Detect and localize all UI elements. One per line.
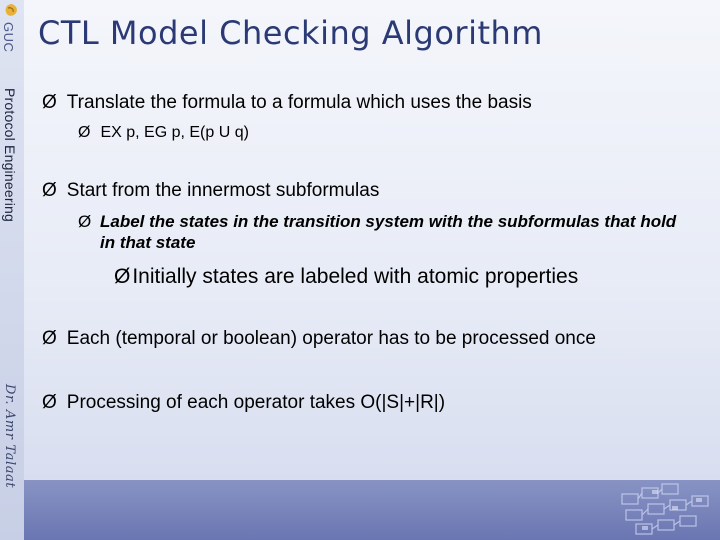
bullet-text: Label the states in the transition system with the subformulas that hold in that state: [100, 212, 677, 252]
bullet-arrow-icon: Ø: [42, 392, 57, 413]
bullet-arrow-icon: Ø: [114, 265, 131, 288]
logo-text: GUC: [1, 22, 16, 53]
bullet-arrow-icon: Ø: [78, 124, 91, 141]
course-title: Protocol Engineering: [2, 88, 18, 222]
bullet-text: Each (temporal or boolean) operator has to be processed once: [66, 328, 596, 349]
bullet-arrow-icon: Ø: [42, 328, 57, 349]
bullet-arrow-icon: Ø: [78, 212, 92, 231]
bullet-label-states: [78, 211, 678, 253]
bullet-innermost: [42, 180, 379, 202]
decorative-network-icon: [612, 482, 720, 540]
bullet-each-operator: [42, 328, 596, 350]
bullet-arrow-icon: Ø: [42, 92, 57, 113]
bullet-text: EX p, EG p, E(p U q): [100, 124, 249, 141]
bullet-processing: [42, 392, 445, 414]
sidebar: [0, 0, 24, 540]
slide-title: CTL Model Checking Algorithm: [38, 14, 543, 52]
bullet-text: Translate the formula to a formula which uses the basis: [66, 92, 532, 113]
bullet-text: Processing of each operator takes O(|S|+|R|): [66, 392, 446, 413]
bullet-text: Start from the innermost subformulas: [66, 180, 380, 201]
bullet-arrow-icon: Ø: [42, 180, 57, 201]
bullet-basis: [78, 124, 249, 142]
author-name: Dr. Amr Talaat: [2, 384, 17, 489]
bullet-text: Initially states are labeled with atomic properties: [132, 265, 579, 288]
bullet-initially: [114, 265, 578, 289]
bullet-translate: [42, 92, 532, 114]
